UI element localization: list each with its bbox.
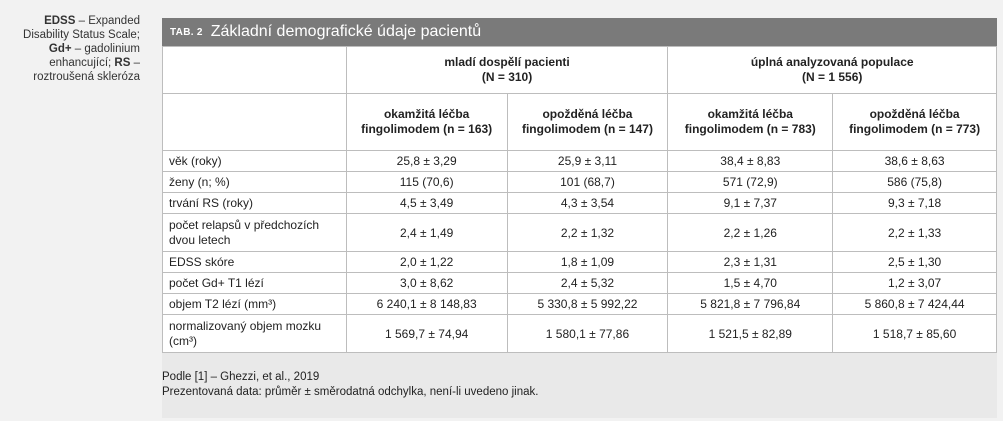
table-cell: 4,3 ± 3,54	[507, 193, 668, 214]
table-cell: 2,2 ± 1,32	[507, 214, 668, 252]
table-cell: 1,8 ± 1,09	[507, 252, 668, 273]
table-cell: 2,4 ± 1,49	[346, 214, 507, 252]
table-cell: 115 (70,6)	[346, 172, 507, 193]
empty-header-cell	[163, 47, 347, 94]
table-cell: 101 (68,7)	[507, 172, 668, 193]
group-header-full	[668, 47, 997, 94]
table-number: TAB. 2	[170, 26, 203, 38]
table-cell: 2,0 ± 1,22	[346, 252, 507, 273]
table-row	[163, 214, 997, 252]
abbr-gd: Gd+	[48, 43, 72, 55]
table-cell: 1 518,7 ± 85,60	[833, 315, 997, 353]
table-row	[163, 252, 997, 273]
table-cell: 1 521,5 ± 82,89	[668, 315, 833, 353]
table-row	[163, 151, 997, 172]
table-cell: 38,6 ± 8,63	[833, 151, 997, 172]
table-cell: 2,2 ± 1,33	[833, 214, 997, 252]
row-label: počet relapsů v předchozích dvou letech	[163, 214, 347, 252]
table-cell: 1,5 ± 4,70	[668, 273, 833, 294]
table-cell: 6 240,1 ± 8 148,83	[346, 294, 507, 315]
group-young-label: mladí dospělí pacienti (N = 310)	[444, 55, 570, 84]
row-label: počet Gd+ T1 lézí	[163, 273, 347, 294]
group-header-row	[163, 47, 997, 94]
source-note: Podle [1] – Ghezzi, et al., 2019	[162, 371, 320, 383]
row-label: EDSS skóre	[163, 252, 347, 273]
abbr-gd-text: – gadolinium enhancující;	[49, 43, 140, 69]
table-cell: 1 580,1 ± 77,86	[507, 315, 668, 353]
demographics-table	[162, 46, 997, 353]
table-cell: 1,2 ± 3,07	[833, 273, 997, 294]
group-header-young	[346, 47, 668, 94]
table-title-bar	[162, 18, 997, 46]
group-full-label: úplná analyzovaná populace (N = 1 556)	[750, 55, 914, 84]
empty-header-cell	[163, 94, 347, 151]
table-body	[163, 151, 997, 353]
data-note: Prezentovaná data: průměr ± směrodatná odchylka, není-li uvedeno jinak.	[162, 386, 539, 398]
column-header: okamžitá léčba fingolimodem (n = 783)	[668, 94, 833, 151]
column-header-row	[163, 94, 997, 151]
row-label: normalizovaný objem mozku (cm³)	[163, 315, 347, 353]
table-title: Základní demografické údaje pacientů	[210, 23, 482, 40]
row-label: objem T2 lézí (mm³)	[163, 294, 347, 315]
row-label: ženy (n; %)	[163, 172, 347, 193]
table-row	[163, 315, 997, 353]
row-label: věk (roky)	[163, 151, 347, 172]
table-row	[163, 193, 997, 214]
table-cell: 2,3 ± 1,31	[668, 252, 833, 273]
table-cell: 1 569,7 ± 74,94	[346, 315, 507, 353]
abbr-rs-text: – roztroušená skleróza	[33, 57, 140, 83]
table-cell: 586 (75,8)	[833, 172, 997, 193]
table-cell: 38,4 ± 8,83	[668, 151, 833, 172]
column-header: okamžitá léčba fingolimodem (n = 163)	[346, 94, 507, 151]
abbreviations-note	[0, 14, 140, 84]
abbr-edss: EDSS	[44, 15, 76, 27]
table-footer	[162, 370, 538, 400]
table-panel	[162, 18, 997, 418]
column-header: opožděná léčba fingolimodem (n = 147)	[507, 94, 668, 151]
table-cell: 9,1 ± 7,37	[668, 193, 833, 214]
table-cell: 25,8 ± 3,29	[346, 151, 507, 172]
column-header: opožděná léčba fingolimodem (n = 773)	[833, 94, 997, 151]
table-cell: 4,5 ± 3,49	[346, 193, 507, 214]
table-cell: 5 860,8 ± 7 424,44	[833, 294, 997, 315]
table-cell: 3,0 ± 8,62	[346, 273, 507, 294]
table-cell: 5 330,8 ± 5 992,22	[507, 294, 668, 315]
abbr-edss-text: – Expanded Disability Status Scale;	[23, 15, 140, 41]
table-cell: 9,3 ± 7,18	[833, 193, 997, 214]
table-cell: 2,4 ± 5,32	[507, 273, 668, 294]
row-label: trvání RS (roky)	[163, 193, 347, 214]
table-cell: 5 821,8 ± 7 796,84	[668, 294, 833, 315]
table-row	[163, 273, 997, 294]
table-row	[163, 172, 997, 193]
table-cell: 2,5 ± 1,30	[833, 252, 997, 273]
table-cell: 571 (72,9)	[668, 172, 833, 193]
abbr-rs: RS	[114, 57, 131, 69]
table-cell: 2,2 ± 1,26	[668, 214, 833, 252]
table-cell: 25,9 ± 3,11	[507, 151, 668, 172]
table-row	[163, 294, 997, 315]
